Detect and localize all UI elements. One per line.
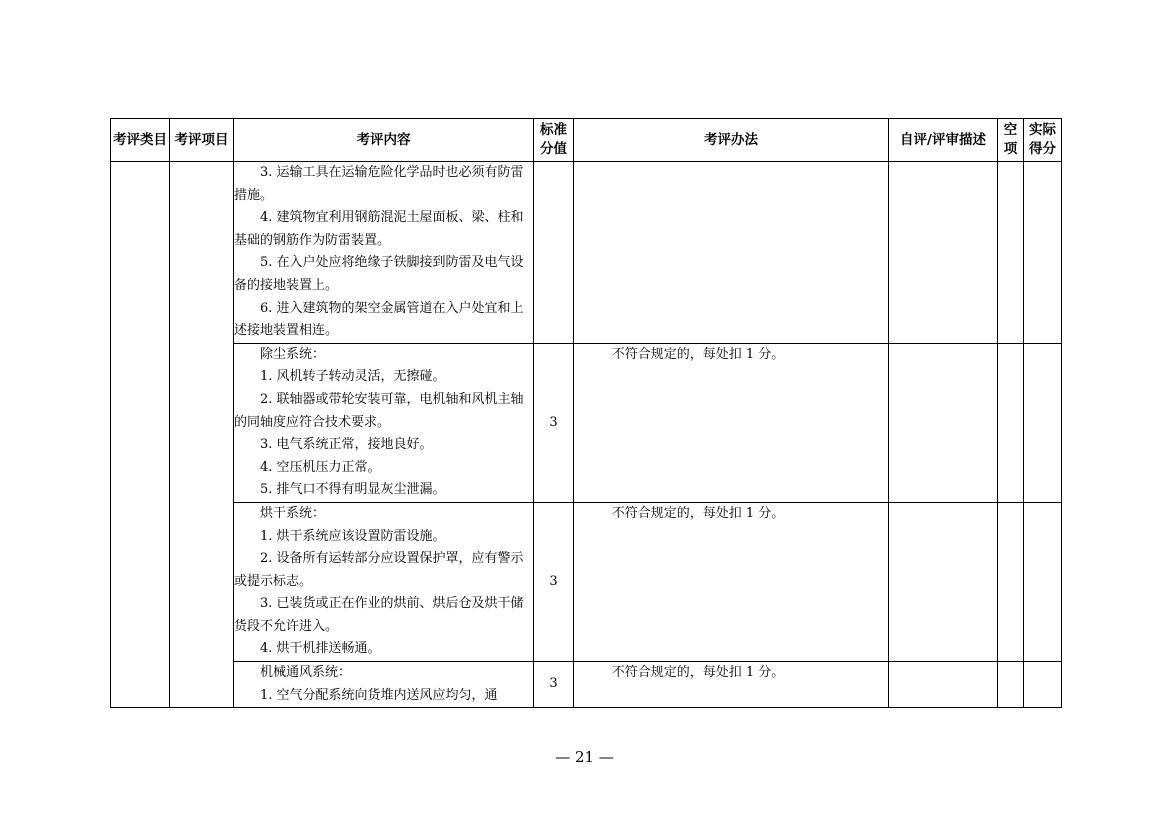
method-cell: 不符合规定的，每处扣 1 分。 bbox=[574, 343, 889, 502]
actual-score-cell[interactable] bbox=[1024, 343, 1062, 502]
content-cell bbox=[234, 162, 534, 344]
list-item: 5. 在入户处应将绝缘子铁脚接到防雷及电气设备的接地装置上。 bbox=[234, 255, 524, 293]
header-blank: 空项 bbox=[998, 119, 1024, 162]
list-item: 3. 运输工具在运输危险化学品时也必须有防雷措施。 bbox=[234, 165, 524, 203]
score-cell: 3 bbox=[534, 502, 574, 661]
list-item: 4. 空压机压力正常。 bbox=[260, 459, 381, 475]
list-item: 2. 设备所有运转部分应设置保护罩，应有警示或提示标志。 bbox=[234, 551, 524, 589]
self-review-cell[interactable] bbox=[889, 662, 998, 708]
method-cell bbox=[574, 162, 889, 344]
blank-cell[interactable] bbox=[998, 502, 1024, 661]
self-review-cell[interactable] bbox=[889, 343, 998, 502]
list-item: 3. 电气系统正常，接地良好。 bbox=[260, 437, 433, 453]
table-row bbox=[111, 343, 1062, 502]
blank-cell[interactable] bbox=[998, 662, 1024, 708]
list-item: 2. 联轴器或带轮安装可靠，电机轴和风机主轴的同轴度应符合技术要求。 bbox=[234, 391, 524, 430]
list-item: 1. 风机转子转动灵活，无擦碰。 bbox=[260, 369, 446, 385]
method-cell: 不符合规定的，每处扣 1 分。 bbox=[574, 502, 889, 661]
list-item: 6. 进入建筑物的架空金属管道在入户处宜和上述接地装置相连。 bbox=[234, 300, 524, 339]
actual-score-cell[interactable] bbox=[1024, 162, 1062, 344]
list-item: 1. 空气分配系统向货堆内送风应均匀，通 bbox=[260, 687, 498, 703]
list-item: 烘干系统： bbox=[260, 505, 326, 521]
header-content: 考评内容 bbox=[234, 119, 534, 162]
list-item: 5. 排气口不得有明显灰尘泄漏。 bbox=[260, 482, 446, 498]
header-row bbox=[111, 119, 1062, 162]
score-cell: 3 bbox=[534, 343, 574, 502]
score-cell: 3 bbox=[534, 662, 574, 708]
header-self-review: 自评/评审描述 bbox=[889, 119, 998, 162]
list-item: 4. 烘干机排送畅通。 bbox=[260, 641, 381, 657]
method-cell: 不符合规定的，每处扣 1 分。 bbox=[574, 662, 889, 708]
list-item: 除尘系统： bbox=[260, 346, 326, 362]
page-number: — 21 — bbox=[555, 748, 614, 766]
header-item: 考评项目 bbox=[170, 119, 234, 162]
self-review-cell[interactable] bbox=[889, 162, 998, 344]
actual-score-cell[interactable] bbox=[1024, 662, 1062, 708]
score-cell bbox=[534, 162, 574, 344]
evaluation-table bbox=[110, 118, 1062, 708]
header-actual-score: 实际得分 bbox=[1024, 119, 1062, 162]
table-row bbox=[111, 662, 1062, 708]
header-standard-score: 标准分值 bbox=[534, 119, 574, 162]
content-cell bbox=[234, 662, 534, 708]
list-item: 4. 建筑物宜利用钢筋混泥土屋面板、梁、柱和基础的钢筋作为防雷装置。 bbox=[234, 210, 524, 248]
table-row bbox=[111, 502, 1062, 661]
blank-cell[interactable] bbox=[998, 343, 1024, 502]
blank-cell[interactable] bbox=[998, 162, 1024, 344]
list-item: 机械通风系统： bbox=[260, 665, 352, 681]
header-category: 考评类目 bbox=[111, 119, 170, 162]
list-item: 1. 烘干系统应该设置防雷设施。 bbox=[260, 528, 446, 544]
content-cell bbox=[234, 502, 534, 661]
list-item: 3. 已装货或正在作业的烘前、烘后仓及烘干储货段不允许进入。 bbox=[234, 596, 524, 634]
actual-score-cell[interactable] bbox=[1024, 502, 1062, 661]
content-cell bbox=[234, 343, 534, 502]
header-method: 考评办法 bbox=[574, 119, 889, 162]
category-cell bbox=[111, 162, 170, 708]
self-review-cell[interactable] bbox=[889, 502, 998, 661]
table-row bbox=[111, 162, 1062, 344]
item-cell bbox=[170, 162, 234, 708]
